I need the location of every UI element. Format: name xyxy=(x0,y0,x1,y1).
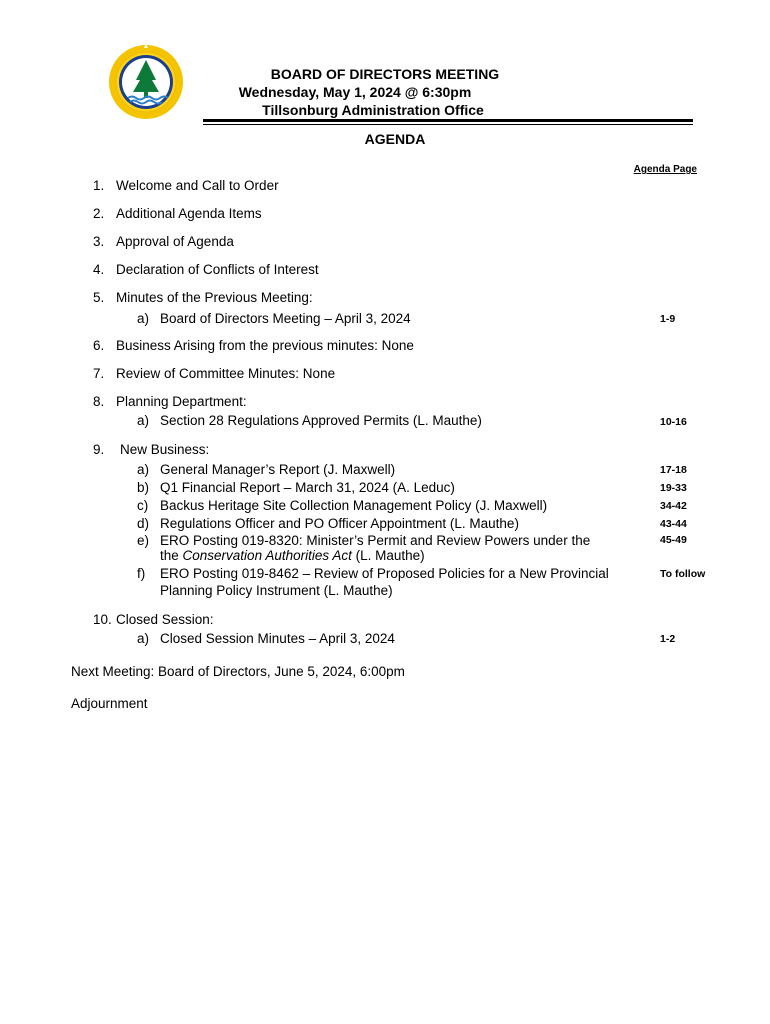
page-ref-9b: 19-33 xyxy=(660,482,687,494)
page-ref-9c: 34-42 xyxy=(660,500,687,512)
item-text: Declaration of Conflicts of Interest xyxy=(116,262,319,277)
subitem-letter: a) xyxy=(137,462,150,477)
subitem-text-line1: ERO Posting 019-8462 – Review of Proposed Policies for a New Provincial xyxy=(160,566,609,581)
agenda-page-column-header: Agenda Page xyxy=(633,164,697,175)
item-number: 4. xyxy=(93,262,105,277)
item-number: 1. xyxy=(93,178,105,193)
subitem-text: Regulations Officer and PO Officer Appointment (L. Mauthe) xyxy=(160,516,519,531)
page-ref-9e: 45-49 xyxy=(660,534,687,546)
page-ref-9f: To follow xyxy=(660,568,706,580)
conservation-authority-logo xyxy=(108,44,184,120)
item-number: 9. xyxy=(93,442,105,457)
subitem-letter: a) xyxy=(137,311,150,326)
header-divider xyxy=(203,119,693,122)
meeting-title: BOARD OF DIRECTORS MEETING xyxy=(270,66,500,82)
page-ref-8a: 10-16 xyxy=(660,416,687,428)
subitem-text: Backus Heritage Site Collection Management Policy (J. Maxwell) xyxy=(160,498,548,513)
subitem-letter: a) xyxy=(137,413,150,428)
item-text: Business Arising from the previous minutes: None xyxy=(116,338,414,353)
subitem-letter: a) xyxy=(137,631,150,646)
item-text: Closed Session: xyxy=(116,612,214,627)
subitem-letter: c) xyxy=(137,498,149,513)
item-number: 7. xyxy=(93,366,105,381)
agenda-heading: AGENDA xyxy=(364,131,426,147)
page-ref-10a: 1-2 xyxy=(660,633,676,645)
item-text: Approval of Agenda xyxy=(116,234,234,249)
item-text: Additional Agenda Items xyxy=(116,206,262,221)
subitem-text-line2: Planning Policy Instrument (L. Mauthe) xyxy=(160,583,393,598)
meeting-location: Tillsonburg Administration Office xyxy=(262,102,484,118)
item-number: 2. xyxy=(93,206,105,221)
header-divider-thin xyxy=(203,124,693,125)
item-number: 10. xyxy=(93,612,112,627)
item-text: Review of Committee Minutes: None xyxy=(116,366,336,381)
subitem-text: General Manager’s Report (J. Maxwell) xyxy=(160,462,396,477)
page-ref-5a: 1-9 xyxy=(660,313,676,325)
page-ref-9d: 43-44 xyxy=(660,518,687,530)
item-text: Planning Department: xyxy=(116,394,247,409)
page-ref-9a: 17-18 xyxy=(660,464,687,476)
meeting-date: Wednesday, May 1, 2024 @ 6:30pm xyxy=(238,84,472,100)
item-number: 5. xyxy=(93,290,105,305)
subitem-text-line1: ERO Posting 019-8320: Minister’s Permit and Review Powers under the xyxy=(160,533,591,548)
subitem-letter: e) xyxy=(137,533,150,548)
item-number: 8. xyxy=(93,394,105,409)
item-number: 3. xyxy=(93,234,105,249)
item-text: Minutes of the Previous Meeting: xyxy=(116,290,313,305)
subitem-text: Section 28 Regulations Approved Permits (L. Mauthe) xyxy=(160,413,482,428)
subitem-letter: b) xyxy=(137,480,150,495)
act-title: Conservation Authorities Act xyxy=(182,548,352,563)
adjournment: Adjournment xyxy=(71,696,148,711)
next-meeting: Next Meeting: Board of Directors, June 5, 2024, 6:00pm xyxy=(71,664,405,679)
subitem-letter: f) xyxy=(137,566,146,581)
subitem-text-line2: the Conservation Authorities Act (L. Mauthe) xyxy=(160,548,425,563)
item-number: 6. xyxy=(93,338,105,353)
subitem-letter: d) xyxy=(137,516,150,531)
subitem-text: Closed Session Minutes – April 3, 2024 xyxy=(160,631,395,646)
subitem-text: Q1 Financial Report – March 31, 2024 (A. Leduc) xyxy=(160,480,455,495)
item-text: New Business: xyxy=(120,442,210,457)
item-text: Welcome and Call to Order xyxy=(116,178,279,193)
subitem-text: Board of Directors Meeting – April 3, 2024 xyxy=(160,311,411,326)
